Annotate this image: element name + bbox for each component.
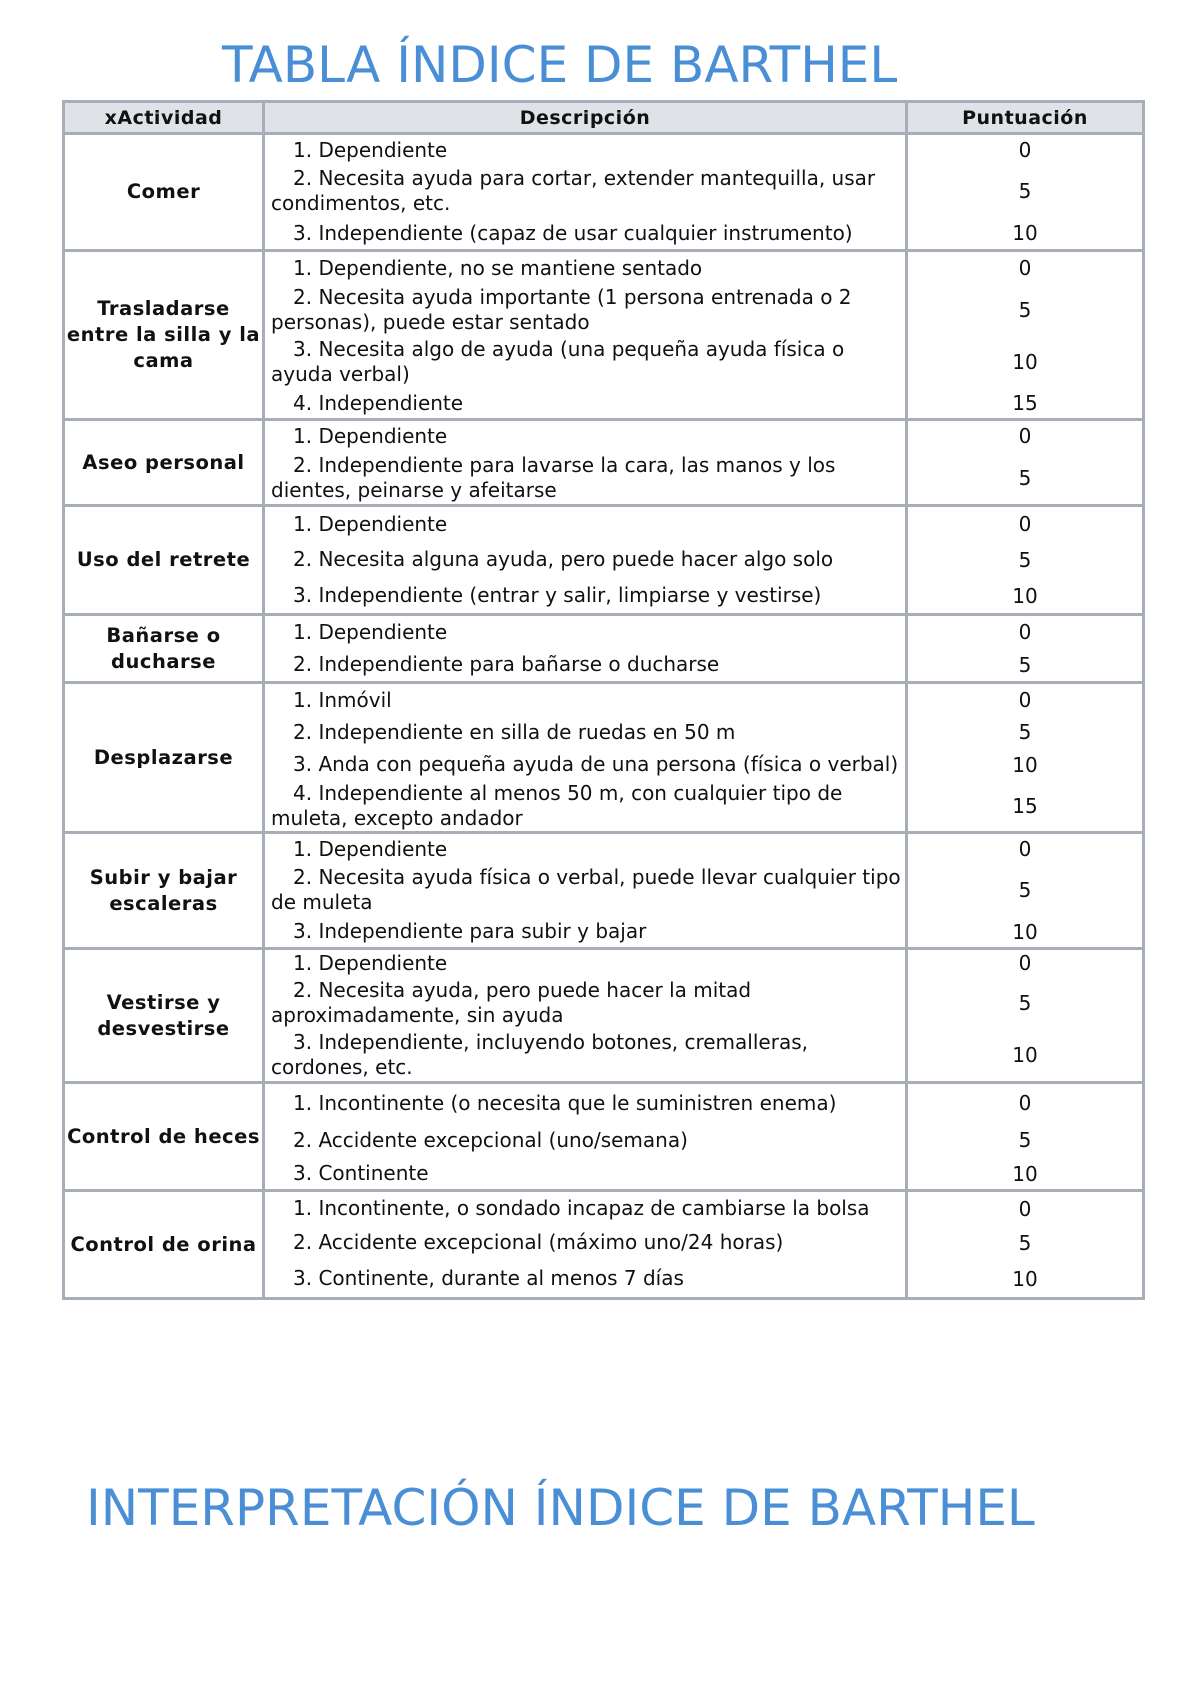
- score-value: 0: [1018, 1196, 1032, 1221]
- description-item: 2. Accidente excepcional (uno/semana): [293, 1127, 688, 1152]
- activity-cell: Desplazarse: [64, 683, 264, 833]
- table-row: [64, 683, 1144, 833]
- score-cell: [907, 683, 1144, 833]
- score-value: 0: [1018, 951, 1032, 975]
- score-cell: [907, 251, 1144, 420]
- description-cell: [264, 506, 907, 615]
- description-item: 3. Continente, durante al menos 7 días: [293, 1266, 684, 1290]
- description-item: 3. Necesita algo de ayuda (una pequeña ayuda física o ayuda verbal): [271, 337, 845, 386]
- activity-cell: Control de orina: [64, 1191, 264, 1299]
- description-item: 4. Independiente: [293, 390, 464, 415]
- barthel-table: [62, 100, 1145, 1300]
- score-value: 5: [1018, 878, 1032, 902]
- score-cell: [907, 949, 1144, 1083]
- table-row: [64, 833, 1144, 949]
- activity-cell: Uso del retrete: [64, 506, 264, 615]
- table-header-row: [64, 102, 1144, 134]
- score-value: 5: [1018, 298, 1032, 322]
- description-item: 3. Anda con pequeña ayuda de una persona (física o verbal): [293, 752, 899, 776]
- score-value: 10: [1012, 583, 1038, 608]
- description-cell: [264, 1191, 907, 1299]
- score-value: 10: [1012, 919, 1038, 944]
- score-value: 10: [1012, 1266, 1038, 1291]
- description-item: 2. Necesita ayuda física o verbal, puede llevar cualquier tipo de muleta: [271, 865, 901, 914]
- table-row: [64, 949, 1144, 1083]
- score-value: 5: [1018, 652, 1032, 677]
- score-value: 0: [1018, 256, 1032, 280]
- description-cell: [264, 134, 907, 251]
- description-item: 4. Independiente al menos 50 m, con cualquier tipo de muleta, excepto andador: [271, 781, 843, 830]
- score-value: 0: [1018, 620, 1032, 644]
- score-cell: [907, 420, 1144, 506]
- description-item: 2. Necesita alguna ayuda, pero puede hacer algo solo: [293, 547, 834, 571]
- description-item: 1. Dependiente: [293, 619, 448, 644]
- table-row: [64, 1191, 1144, 1299]
- table-row: [64, 506, 1144, 615]
- activity-cell: Trasladarse entre la silla y la cama: [64, 251, 264, 420]
- table-row: [64, 615, 1144, 683]
- score-value: 15: [1012, 391, 1038, 415]
- activity-cell: Aseo personal: [64, 420, 264, 506]
- table-row: [64, 251, 1144, 420]
- description-item: 1. Inmóvil: [293, 687, 392, 712]
- score-cell: [907, 833, 1144, 949]
- score-value: 10: [1012, 1161, 1038, 1186]
- description-item: 2. Accidente excepcional (máximo uno/24 horas): [293, 1230, 784, 1254]
- activity-cell: Control de heces: [64, 1083, 264, 1191]
- description-item: 1. Dependiente, no se mantiene sentado: [293, 255, 703, 280]
- description-cell: [264, 1083, 907, 1191]
- page-title: TABLA ÍNDICE DE BARTHEL: [222, 36, 898, 94]
- table-row: [64, 134, 1144, 251]
- description-item: 1. Incontinente, o sondado incapaz de cambiarse la bolsa: [293, 1196, 870, 1220]
- description-cell: [264, 833, 907, 949]
- score-value: 5: [1018, 1128, 1032, 1152]
- score-value: 0: [1018, 1091, 1032, 1115]
- score-value: 15: [1012, 794, 1038, 818]
- score-value: 5: [1018, 547, 1032, 572]
- score-value: 5: [1018, 720, 1032, 744]
- description-item: 3. Continente: [293, 1161, 429, 1185]
- description-item: 2. Necesita ayuda importante (1 persona entrenada o 2 personas), puede estar sentado: [271, 285, 852, 334]
- description-item: 3. Independiente (capaz de usar cualquier instrumento): [293, 220, 853, 245]
- score-value: 10: [1012, 221, 1038, 245]
- description-cell: [264, 683, 907, 833]
- score-value: 0: [1018, 512, 1032, 536]
- score-cell: [907, 1083, 1144, 1191]
- section-title: INTERPRETACIÓN ÍNDICE DE BARTHEL: [86, 1479, 1035, 1537]
- description-item: 1. Dependiente: [293, 137, 448, 162]
- score-cell: [907, 1191, 1144, 1299]
- table-body: [64, 134, 1144, 1299]
- description-item: 1. Incontinente (o necesita que le suministren enema): [293, 1090, 837, 1115]
- description-item: 1. Dependiente: [293, 836, 448, 861]
- score-value: 0: [1018, 688, 1032, 712]
- score-cell: [907, 506, 1144, 615]
- description-item: 3. Independiente (entrar y salir, limpiarse y vestirse): [293, 583, 822, 607]
- description-item: 1. Dependiente: [293, 950, 448, 975]
- description-cell: [264, 251, 907, 420]
- description-item: 2. Necesita ayuda, pero puede hacer la mitad aproximadamente, sin ayuda: [271, 977, 752, 1027]
- score-value: 5: [1018, 465, 1032, 490]
- description-item: 2. Independiente en silla de ruedas en 50 m: [293, 719, 736, 744]
- activity-cell: Vestirse y desvestirse: [64, 949, 264, 1083]
- activity-cell: Subir y bajar escaleras: [64, 833, 264, 949]
- score-value: 5: [1018, 179, 1032, 203]
- table-row: [64, 1083, 1144, 1191]
- description-item: 3. Independiente para subir y bajar: [293, 919, 647, 943]
- description-item: 2. Independiente para lavarse la cara, las manos y los dientes, peinarse y afeitarse: [271, 452, 836, 502]
- score-cell: [907, 134, 1144, 251]
- score-value: 10: [1012, 350, 1038, 374]
- description-cell: [264, 949, 907, 1083]
- score-value: 0: [1018, 837, 1032, 861]
- description-cell: [264, 420, 907, 506]
- table-row: [64, 420, 1144, 506]
- description-item: 2. Necesita ayuda para cortar, extender mantequilla, usar condimentos, etc.: [271, 166, 876, 215]
- description-cell: [264, 615, 907, 683]
- header-description: Descripción: [264, 102, 907, 134]
- activity-cell: Bañarse o ducharse: [64, 615, 264, 683]
- header-score: Puntuación: [907, 102, 1144, 134]
- score-value: 5: [1018, 1230, 1032, 1255]
- score-value: 5: [1018, 990, 1032, 1015]
- score-value: 0: [1018, 138, 1032, 162]
- description-item: 1. Dependiente: [293, 511, 448, 536]
- description-item: 1. Dependiente: [293, 423, 448, 448]
- score-cell: [907, 615, 1144, 683]
- score-value: 10: [1012, 752, 1038, 777]
- description-item: 2. Independiente para bañarse o ducharse: [293, 652, 720, 676]
- score-value: 0: [1018, 424, 1032, 448]
- score-value: 10: [1012, 1043, 1038, 1067]
- activity-cell: Comer: [64, 134, 264, 251]
- description-item: 3. Independiente, incluyendo botones, cremalleras, cordones, etc.: [271, 1030, 808, 1079]
- header-activity: xActividad: [64, 102, 264, 134]
